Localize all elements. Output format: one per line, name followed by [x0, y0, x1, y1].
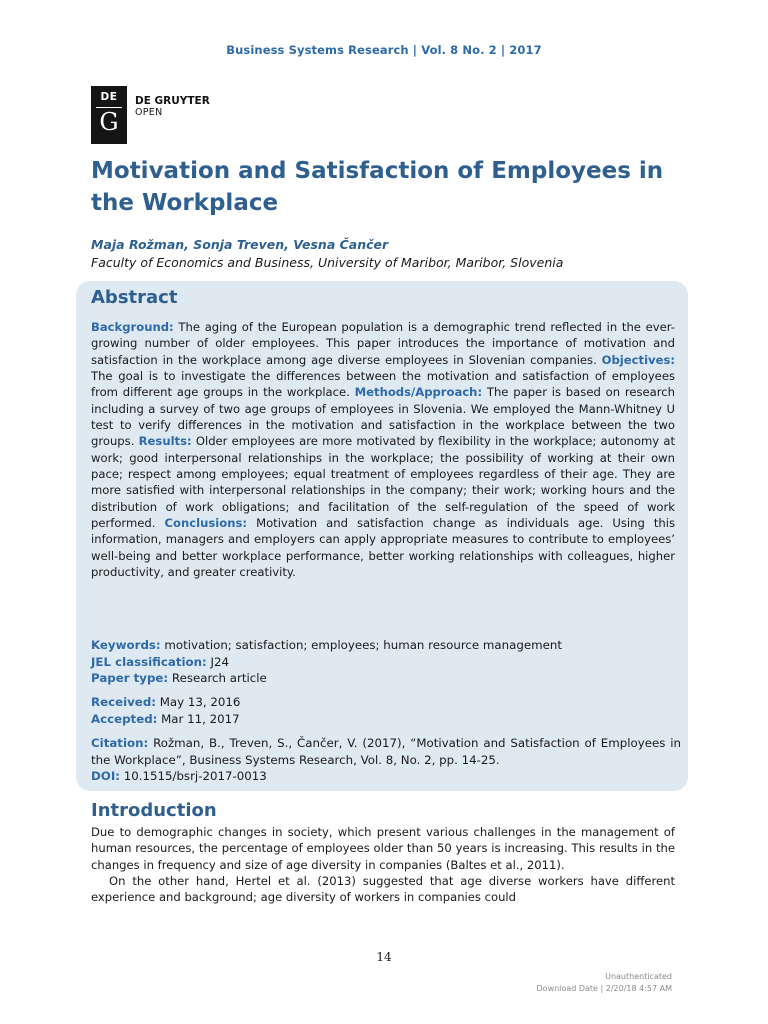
- meta-keywords-block: [91, 637, 681, 687]
- abstract-body: [91, 319, 675, 581]
- publisher-name: DE GRUYTER: [135, 95, 210, 107]
- keywords-label: Keywords:: [91, 638, 161, 652]
- conclusions-text: Motivation and satisfaction change as individuals age. Using this information, managers and employers can apply appropriate measures to contribute to employees’ well-being and better workplace performance, better working relationships with colleagues, higher productivity, and greater creativity.: [91, 516, 676, 580]
- doi-line: [91, 768, 681, 785]
- abstract-heading: Abstract: [91, 287, 178, 308]
- stamp-line-2: Download Date | 2/20/18 4:57 AM: [536, 983, 672, 993]
- conclusions-label: Conclusions:: [164, 516, 247, 531]
- doi-value: 10.1515/bsrj-2017-0013: [123, 769, 267, 783]
- logo-mark-top: DE: [100, 91, 118, 103]
- paper-type-label: Paper type:: [91, 671, 169, 685]
- citation-value: Rožman, B., Treven, S., Čančer, V. (2017), “Motivation and Satisfaction of Employees in the Workplace”, Business Systems Research, Vol. 8, No. 2, pp. 14-25.: [91, 736, 682, 767]
- citation-label: Citation:: [91, 736, 149, 750]
- keywords-line: [91, 637, 681, 654]
- doi-label: DOI:: [91, 769, 120, 783]
- objectives-text: The goal is to investigate the differences between the motivation and satisfaction of employees from different age groups in the workplace.: [91, 369, 675, 400]
- paper-type-line: [91, 670, 681, 687]
- jel-value: J24: [210, 654, 230, 669]
- meta-citation-block: [91, 735, 681, 785]
- methods-text: The paper is based on research including a survey of two age groups of employees in Slovenia. We employed the Mann-Whitney U test to verify differences in the motivation and satisfaction in the workplace between the two groups.: [91, 385, 675, 449]
- paper-title: Motivation and Satisfaction of Employees in the Workplace: [91, 158, 664, 216]
- page-number: 14: [376, 950, 392, 964]
- accepted-label: Accepted:: [91, 711, 158, 726]
- intro-paragraph: On the other hand, Hertel et al. (2013) suggested that age diverse workers have different experience and background; age diversity of workers in companies could: [91, 873, 675, 905]
- publisher-sub: OPEN: [135, 107, 163, 118]
- received-label: Received:: [91, 695, 156, 709]
- received-value: May 13, 2016: [159, 695, 241, 709]
- jel-line: [91, 654, 681, 671]
- publisher-logo-text: [135, 95, 210, 119]
- paper-affiliation: Faculty of Economics and Business, University of Maribor, Maribor, Slovenia: [91, 255, 564, 270]
- logo-mark-letter: G: [99, 108, 119, 136]
- methods-label: Methods/Approach:: [354, 385, 483, 400]
- accepted-value: Mar 11, 2017: [161, 711, 240, 726]
- paper-type-value: Research article: [171, 671, 267, 685]
- introduction-body: [91, 824, 675, 905]
- paper-authors: Maja Rožman, Sonja Treven, Vesna Čančer: [91, 237, 389, 252]
- jel-label: JEL classification:: [91, 654, 207, 669]
- accepted-line: [91, 711, 681, 728]
- results-label: Results:: [138, 434, 192, 449]
- citation-line: [91, 735, 681, 768]
- publisher-logo-mark: [91, 86, 127, 144]
- introduction-heading: Introduction: [91, 800, 217, 821]
- intro-paragraph: Due to demographic changes in society, which present various challenges in the management of human resources, the percentage of employees older than 50 years is increasing. This results in the changes in frequency and size of age diversity in companies (Baltes et al., 2011).: [91, 825, 675, 872]
- meta-dates-block: [91, 694, 681, 727]
- journal-header: Business Systems Research | Vol. 8 No. 2 | 2017: [226, 43, 542, 57]
- received-line: [91, 694, 681, 711]
- publisher-logo: [91, 86, 210, 144]
- results-text: Older employees are more motivated by flexibility in the workplace; autonomy at work; good interpersonal relationships in the workplace; the possibility of working at their own pace; respect among employees; equal treatment of employees regardless of their age. They are more satisfied with interpersonal relationships in the company; their work; working hours and the distribution of work obligations; and facilitation of the self-regulation of the speed of work performed.: [91, 434, 676, 531]
- download-stamp: [537, 971, 672, 994]
- stamp-line-1: Unauthenticated: [605, 972, 672, 981]
- objectives-label: Objectives:: [601, 352, 675, 367]
- keywords-value: motivation; satisfaction; employees; human resource management: [164, 638, 562, 652]
- background-text: The aging of the European population is a demographic trend reflected in the ever-growing number of older employees. This paper introduces the importance of motivation and satisfaction in the workplace among age diverse employees in Slovenian companies.: [91, 320, 675, 367]
- background-label: Background:: [91, 320, 174, 334]
